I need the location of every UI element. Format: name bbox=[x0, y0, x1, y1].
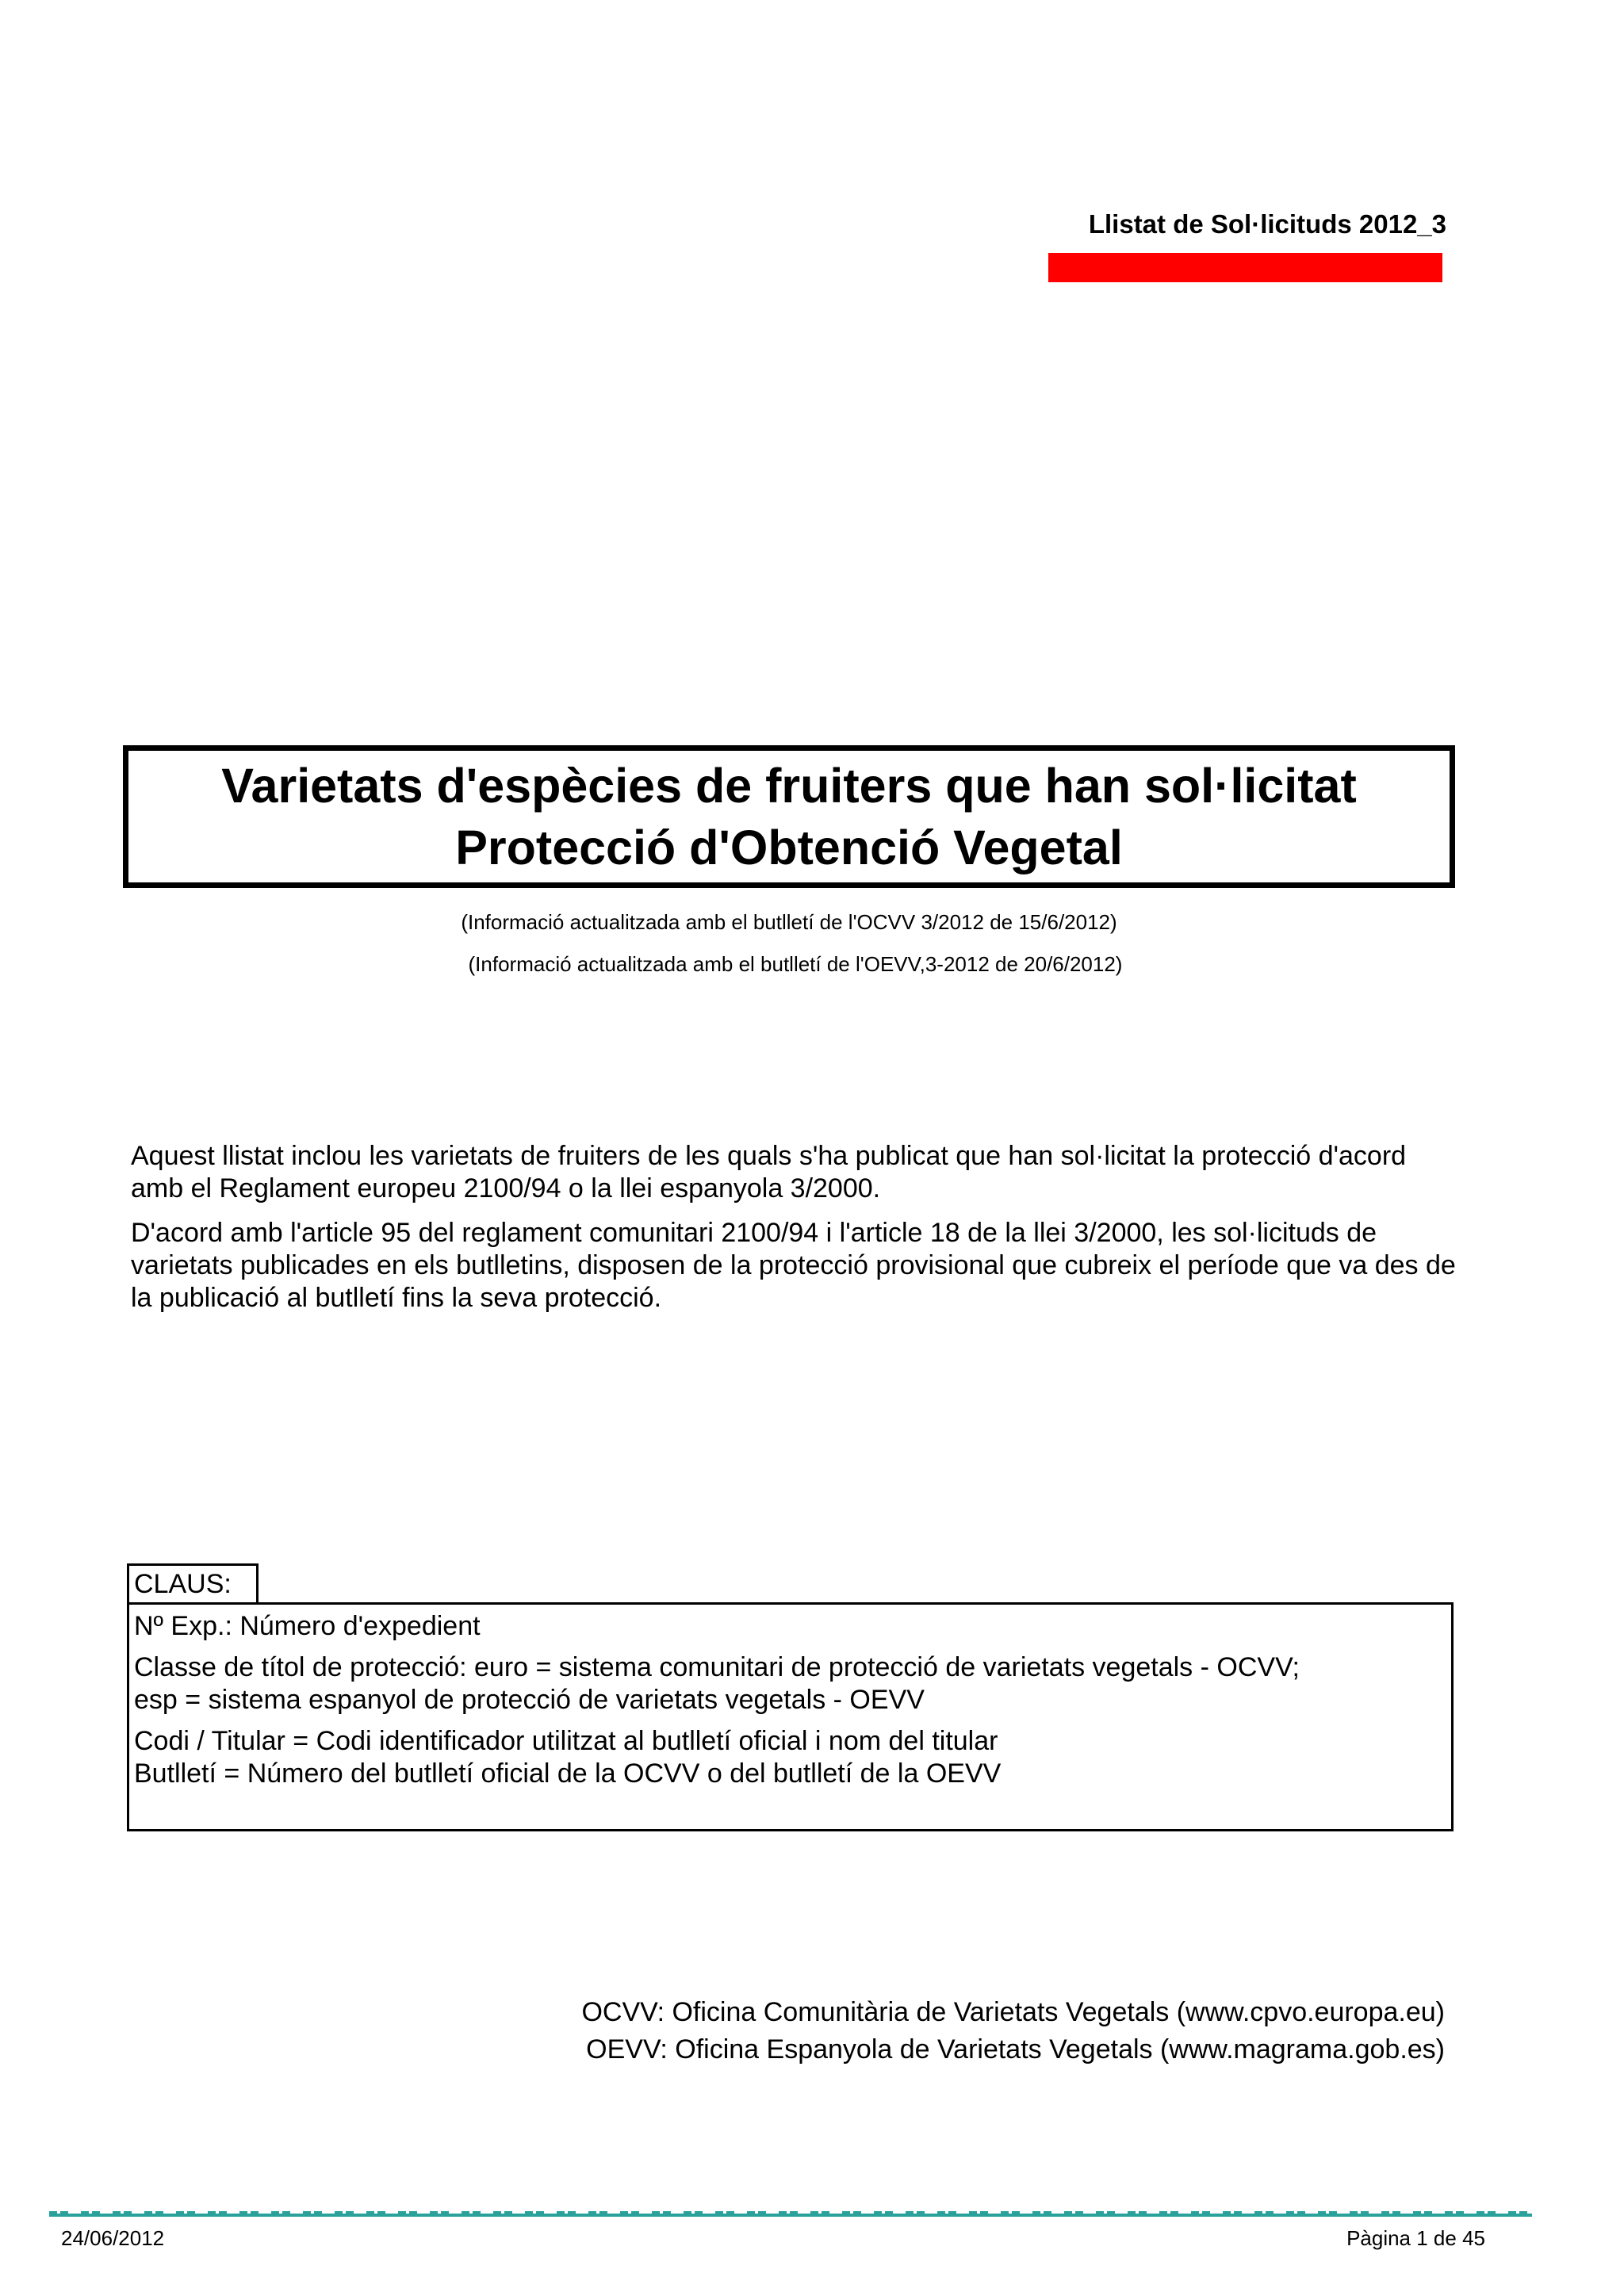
info-ocvv-update: (Informació actualitzada amb el butlletí de l'OCVV 3/2012 de 15/6/2012) bbox=[461, 910, 1117, 934]
footer-date: 24/06/2012 bbox=[61, 2226, 165, 2250]
info-oevv-update: (Informació actualitzada amb el butlletí de l'OEVV,3-2012 de 20/6/2012) bbox=[468, 952, 1123, 976]
office-oevv: OEVV: Oficina Espanyola de Varietats Vegetals (www.magrama.gob.es) bbox=[586, 2034, 1445, 2064]
key-classe-line-2: esp = sistema espanyol de protecció de varietats vegetals - OEVV bbox=[134, 1685, 925, 1715]
key-butlleti: Butlletí = Número del butlletí oficial de la OCVV o del butlletí de la OEVV bbox=[134, 1758, 1002, 1789]
key-exp: Nº Exp.: Número d'expedient bbox=[134, 1611, 481, 1641]
list-title: Llistat de Sol·licituds 2012_3 bbox=[1088, 209, 1446, 239]
key-codi: Codi / Titular = Codi identificador utilitzat al butlletí oficial i nom del titular bbox=[134, 1726, 998, 1756]
intro-paragraph-2: D'acord amb l'article 95 del reglament comunitari 2100/94 i l'article 18 de la llei 3/2000, les sol·licituds de varietats publicades en els butlletins, disposen de la protecció provisional que cubreix el període que va des de la publicació al butlletí fins la seva protecció. bbox=[131, 1218, 1456, 1313]
document-title-line-1: Varietats d'espècies de fruiters que han sol·licitat bbox=[221, 759, 1357, 813]
footer-page-number: Pàgina 1 de 45 bbox=[1346, 2226, 1485, 2250]
document-title-line-2: Protecció d'Obtenció Vegetal bbox=[455, 821, 1123, 874]
red-accent-bar bbox=[1048, 253, 1442, 282]
office-ocvv: OCVV: Oficina Comunitària de Varietats Vegetals (www.cpvo.europa.eu) bbox=[581, 1997, 1445, 2027]
key-classe-line-1: Classe de títol de protecció: euro = sistema comunitari de protecció de varietats vegetals - OCVV; bbox=[134, 1652, 1300, 1682]
title-box bbox=[123, 745, 1455, 888]
intro-paragraph-1: Aquest llistat inclou les varietats de fruiters de les quals s'ha publicat que han sol·licitat la protecció d'acord amb el Reglament europeu 2100/94 o la llei espanyola 3/2000. bbox=[131, 1141, 1407, 1203]
footer-rule bbox=[49, 2211, 1532, 2217]
keys-label: CLAUS: bbox=[127, 1563, 259, 1603]
keys-box bbox=[127, 1602, 1454, 1831]
